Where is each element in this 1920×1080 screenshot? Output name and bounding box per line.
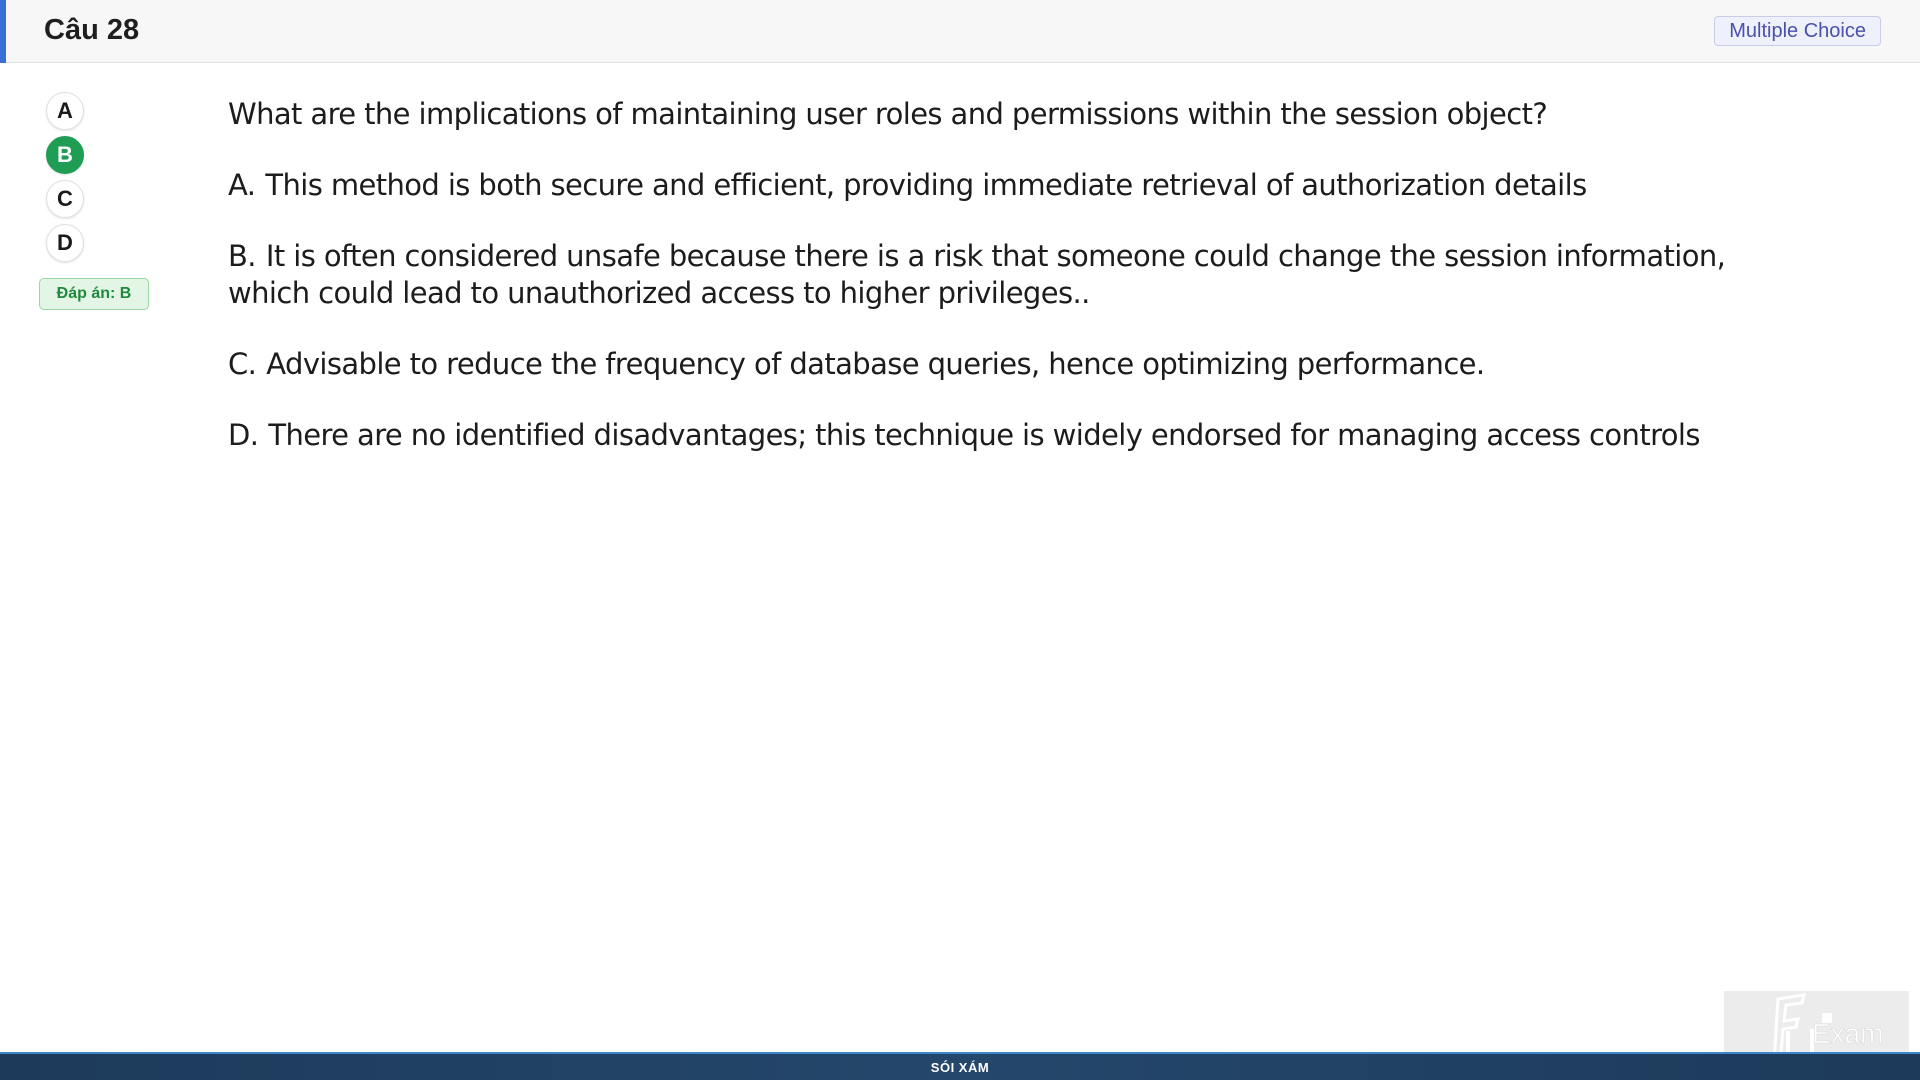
- option-d-letter: D.: [228, 418, 259, 452]
- choice-d-button[interactable]: D: [46, 224, 84, 262]
- option-a: [228, 167, 1788, 204]
- header-bar: [0, 0, 1920, 63]
- choice-c-button[interactable]: C: [46, 180, 84, 218]
- option-c: [228, 346, 1788, 383]
- option-d-text: There are no identified disadvantages; this technique is widely endorsed for managing access controls: [268, 418, 1700, 452]
- correct-answer-badge: Đáp án: B: [39, 278, 149, 310]
- choice-b-button[interactable]: B: [46, 136, 84, 174]
- watermark-logo-text: Exam: [1812, 1018, 1884, 1049]
- answer-choice-selector: [46, 92, 86, 268]
- option-b-text: It is often considered unsafe because there is a risk that someone could change the session information, which could lead to unauthorized access to higher privileges..: [228, 239, 1726, 310]
- footer-bar: [0, 1052, 1920, 1080]
- option-c-text: Advisable to reduce the frequency of database queries, hence optimizing performance.: [266, 347, 1485, 381]
- question-number-title: Câu 28: [44, 14, 140, 46]
- question-content: [228, 96, 1788, 488]
- header-accent: [0, 0, 6, 63]
- option-c-letter: C.: [228, 347, 257, 381]
- option-a-letter: A.: [228, 168, 256, 202]
- option-b-letter: B.: [228, 239, 256, 273]
- option-d: [228, 417, 1788, 454]
- option-b: [228, 238, 1788, 312]
- question-text: What are the implications of maintaining user roles and permissions within the session object?: [228, 97, 1548, 131]
- footer-text: SÓI XÁM: [930, 1060, 990, 1075]
- choice-a-button[interactable]: A: [46, 92, 84, 130]
- question-type-badge: Multiple Choice: [1714, 16, 1881, 46]
- option-a-text: This method is both secure and efficient, providing immediate retrieval of authorization details: [265, 168, 1587, 202]
